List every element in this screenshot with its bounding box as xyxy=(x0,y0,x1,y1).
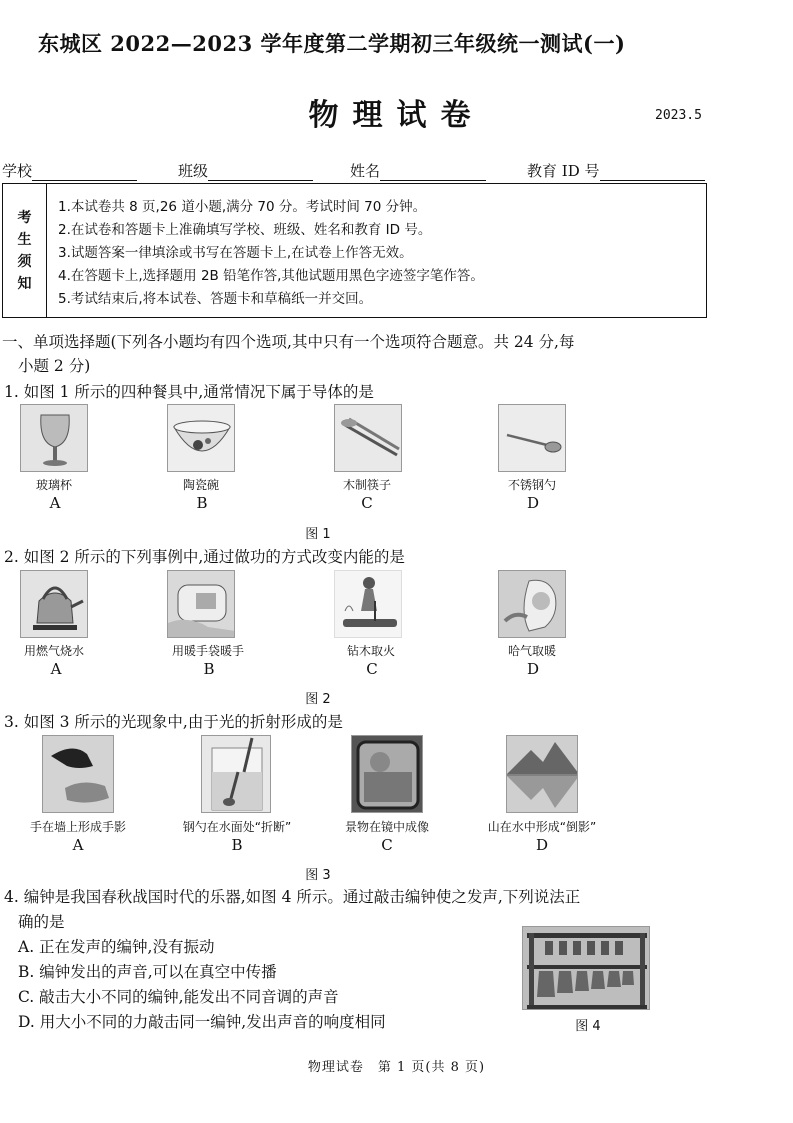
chopsticks-icon xyxy=(335,405,402,472)
question-1-option-d: D xyxy=(526,494,540,512)
bianzhong-bells-icon xyxy=(523,927,650,1010)
kettle-icon xyxy=(21,571,88,638)
info-field-name: 姓名 xyxy=(350,160,486,181)
question-4-option-b: B. 编钟发出的声音,可以在真空中传播 xyxy=(18,963,277,981)
spoon-icon xyxy=(499,405,566,472)
question-2-option-b: B xyxy=(203,660,215,678)
question-2-caption-a: 用燃气烧水 xyxy=(23,644,85,658)
glass-cup-icon xyxy=(21,405,88,472)
figure-2-label: 图 2 xyxy=(305,692,331,707)
figure-3-label: 图 3 xyxy=(305,868,331,883)
question-4-option-d: D. 用大小不同的力敲击同一编钟,发出声音的响度相同 xyxy=(18,1013,386,1031)
question-3-option-b: B xyxy=(231,836,243,854)
name-blank xyxy=(380,165,486,181)
notes-heading: 考 生 须 知 xyxy=(3,184,47,317)
spoon-in-water-image xyxy=(201,735,271,813)
drilling-fire-icon xyxy=(335,571,402,638)
ceramic-bowl-image xyxy=(167,404,235,472)
question-4-option-a: A. 正在发声的编钟,没有振动 xyxy=(18,938,215,956)
question-3-caption-d: 山在水中形成“倒影” xyxy=(487,820,597,834)
note-item: 1.本试卷共 8 页,26 道小题,满分 70 分。考试时间 70 分钟。 xyxy=(58,199,427,215)
question-3-caption-b: 钢勺在水面处“折断” xyxy=(182,820,292,834)
wooden-chopsticks-image xyxy=(334,404,402,472)
section-line-1: 一、单项选择题(下列各小题均有四个选项,其中只有一个选项符合题意。共 24 分,每 xyxy=(2,333,575,351)
ceramic-bowl-icon xyxy=(168,405,235,472)
question-2-caption-b: 用暖手袋暖手 xyxy=(171,644,245,658)
bianzhong-bells-image xyxy=(522,926,650,1010)
section-header xyxy=(2,330,712,378)
section-line-2: 小题 2 分) xyxy=(18,357,91,375)
question-3-caption-a: 手在墙上形成手影 xyxy=(29,820,127,834)
spoon-in-water-icon xyxy=(202,736,271,813)
class-blank xyxy=(208,165,313,181)
question-3-option-a: A xyxy=(72,836,84,854)
info-field-edu-id: 教育 ID 号 xyxy=(527,160,705,181)
steel-spoon-image xyxy=(498,404,566,472)
page-footer: 物理试卷 第 1 页(共 8 页) xyxy=(307,1060,486,1075)
question-4-stem-continued: 确的是 xyxy=(18,913,65,931)
question-1-caption-a: 玻璃杯 xyxy=(35,478,73,492)
note-item: 3.试题答案一律填涂或书写在答题卡上,在试卷上作答无效。 xyxy=(58,245,413,261)
hand-shadow-icon xyxy=(43,736,114,813)
breath-warming-image xyxy=(498,570,566,638)
question-3-caption-c: 景物在镜中成像 xyxy=(344,820,430,834)
figure-1-label: 图 1 xyxy=(305,527,331,542)
info-field-class: 班级 xyxy=(178,160,313,181)
mountain-reflection-icon xyxy=(507,736,578,813)
hand-warmer-image xyxy=(167,570,235,638)
question-2-option-c: C xyxy=(366,660,378,678)
figure-4-label: 图 4 xyxy=(575,1019,601,1034)
breath-warming-icon xyxy=(499,571,566,638)
question-1-caption-d: 不锈钢勺 xyxy=(507,478,557,492)
question-4-option-c: C. 敲击大小不同的编钟,能发出不同音调的声音 xyxy=(18,988,339,1006)
gas-kettle-image xyxy=(20,570,88,638)
hand-shadow-image xyxy=(42,735,114,813)
question-2-option-d: D xyxy=(526,660,540,678)
question-2-caption-c: 钻木取火 xyxy=(346,644,396,658)
candidate-notes-box xyxy=(2,183,707,318)
question-2-caption-d: 哈气取暖 xyxy=(507,644,557,658)
question-3-option-c: C xyxy=(381,836,393,854)
question-1-option-b: B xyxy=(196,494,208,512)
mirror-image-image xyxy=(351,735,423,813)
hand-warmer-icon xyxy=(168,571,235,638)
exam-date: 2023.5 xyxy=(655,108,702,123)
question-1-option-a: A xyxy=(49,494,61,512)
question-2-stem: 2. 如图 2 所示的下列事例中,通过做功的方式改变内能的是 xyxy=(4,548,405,566)
info-field-school: 学校 xyxy=(2,160,137,181)
question-2-option-a: A xyxy=(50,660,62,678)
note-item: 4.在答题卡上,选择题用 2B 铅笔作答,其他试题用黑色字迹签字笔作答。 xyxy=(58,268,484,284)
drilling-wood-fire-image xyxy=(334,570,402,638)
question-4-stem: 4. 编钟是我国春秋战国时代的乐器,如图 4 所示。通过敲击编钟使之发声,下列说法正 xyxy=(4,888,581,906)
mountain-reflection-image xyxy=(506,735,578,813)
question-1-option-c: C xyxy=(361,494,373,512)
question-3-stem: 3. 如图 3 所示的光现象中,由于光的折射形成的是 xyxy=(4,713,343,731)
car-mirror-icon xyxy=(352,736,423,813)
question-1-caption-c: 木制筷子 xyxy=(342,478,392,492)
exam-title: 东城区 2022—2023 学年度第二学期初三年级统一测试(一) xyxy=(38,31,626,56)
question-1-stem: 1. 如图 1 所示的四种餐具中,通常情况下属于导体的是 xyxy=(4,383,374,401)
glass-cup-image xyxy=(20,404,88,472)
question-3-option-d: D xyxy=(535,836,549,854)
school-blank xyxy=(32,165,137,181)
note-item: 5.考试结束后,将本试卷、答题卡和草稿纸一并交回。 xyxy=(58,291,373,307)
subject-title: 物理试卷 xyxy=(308,98,485,133)
note-item: 2.在试卷和答题卡上准确填写学校、班级、姓名和教育 ID 号。 xyxy=(58,222,432,238)
notes-list xyxy=(58,196,484,311)
edu-id-blank xyxy=(600,165,705,181)
question-1-caption-b: 陶瓷碗 xyxy=(182,478,220,492)
